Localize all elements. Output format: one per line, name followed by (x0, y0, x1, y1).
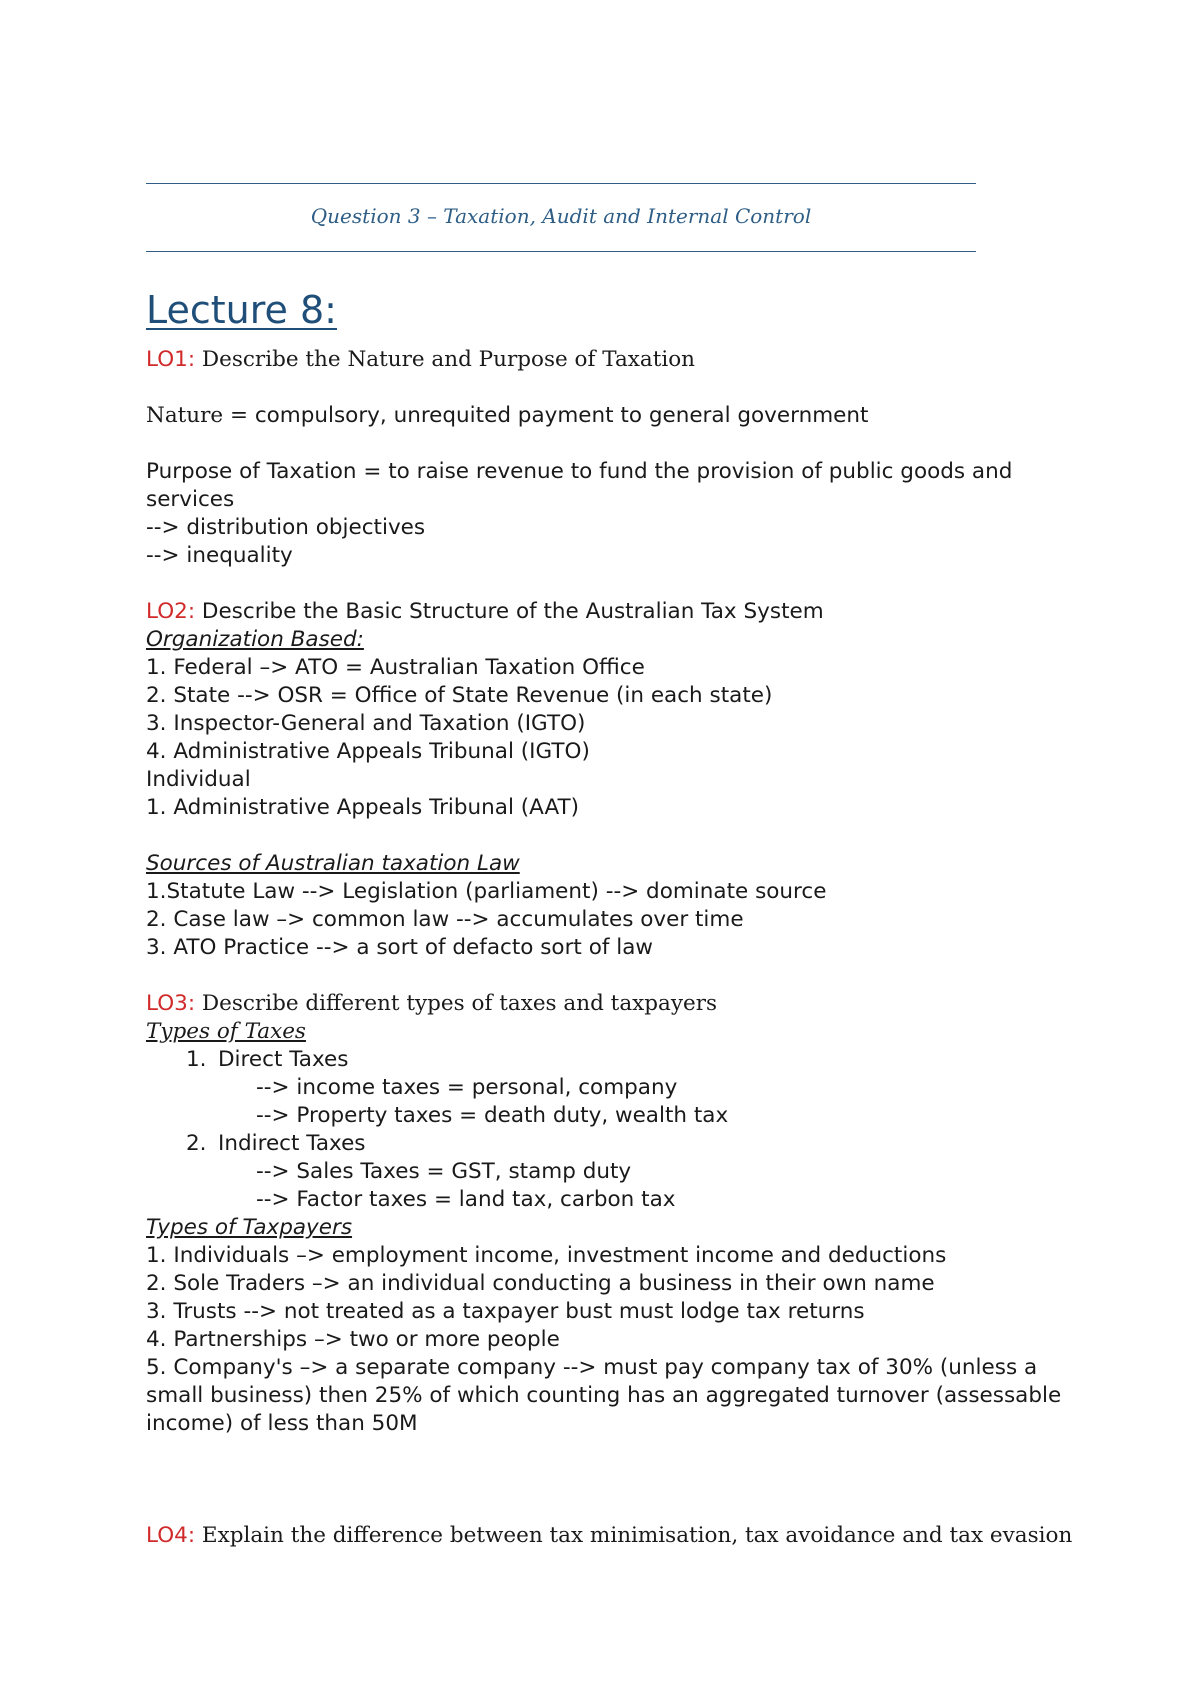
lo3-heading (146, 990, 1066, 1018)
sources-heading: Sources of Australian taxation Law (146, 851, 520, 876)
taxpayer-item: 4. Partnerships –> two or more people (146, 1327, 560, 1352)
page-header-title: Question 3 – Taxation, Audit and Internal Control (310, 204, 812, 228)
taxpayer-item: 2. Sole Traders –> an individual conducting a business in their own name (146, 1271, 935, 1296)
lo2-heading (146, 598, 1066, 626)
org-item: 2. State --> OSR = Office of State Revenue (in each state) (146, 683, 773, 708)
lo1-nature (146, 402, 1066, 430)
taxpayer-item: 1. Individuals –> employment income, investment income and deductions (146, 1243, 947, 1268)
source-item: 2. Case law –> common law --> accumulates over time (146, 907, 744, 932)
header-rule-top (146, 183, 976, 184)
types-of-taxes-heading: Types of Taxes (146, 1019, 306, 1044)
taxpayer-item: 5. Company's –> a separate company --> must pay company tax of 30% (unless a small business) then 25% of which counting has an aggregated turnover (assessable income) of less than 50M (146, 1355, 1062, 1436)
tax-type-sub: --> Sales Taxes = GST, stamp duty (256, 1159, 632, 1184)
lo2-label: LO2: (146, 599, 196, 624)
types-of-taxpayers-heading: Types of Taxpayers (146, 1215, 353, 1240)
tax-type-name: Direct Taxes (218, 1047, 349, 1072)
lo1-bullet: --> distribution objectives (146, 515, 426, 540)
taxpayer-item: 3. Trusts --> not treated as a taxpayer bust must lodge tax returns (146, 1299, 865, 1324)
org-item: 4. Administrative Appeals Tribunal (IGTO) (146, 739, 590, 764)
nature-text: compulsory, unrequited payment to general government (254, 403, 869, 428)
lo4-text: Explain the difference between tax minimisation, tax avoidance and tax evasion (195, 1523, 1073, 1548)
org-item: 3. Inspector-General and Taxation (IGTO) (146, 711, 586, 736)
lo4-label: LO4: (146, 1523, 196, 1548)
tax-type-item (146, 1130, 1066, 1158)
tax-type-number: 1. (186, 1047, 207, 1072)
lecture-heading: Lecture 8: (146, 288, 337, 332)
tax-type-item (146, 1046, 1066, 1074)
nature-label: Nature = (146, 403, 255, 428)
header-rule-bottom (146, 251, 976, 252)
tax-type-number: 2. (186, 1131, 207, 1156)
lo3-label: LO3: (146, 991, 196, 1016)
lo3-text: Describe different types of taxes and taxpayers (195, 991, 718, 1016)
tax-type-name: Indirect Taxes (218, 1131, 366, 1156)
tax-type-sub: --> Property taxes = death duty, wealth tax (256, 1103, 729, 1128)
org-item: 1. Federal –> ATO = Australian Taxation Office (146, 655, 645, 680)
lo4-heading (146, 1522, 1073, 1550)
individual-item: 1. Administrative Appeals Tribunal (AAT) (146, 795, 580, 820)
tax-type-sub: --> Factor taxes = land tax, carbon tax (256, 1187, 676, 1212)
individual-heading: Individual (146, 767, 251, 792)
lo1-label: LO1: (146, 347, 196, 372)
lo1-purpose: Purpose of Taxation = to raise revenue to fund the provision of public goods and services (146, 459, 1013, 512)
source-item: 3. ATO Practice --> a sort of defacto sort of law (146, 935, 653, 960)
lo2-text: Describe the Basic Structure of the Australian Tax System (195, 599, 824, 624)
tax-type-sub: --> income taxes = personal, company (256, 1075, 678, 1100)
lo1-text: Describe the Nature and Purpose of Taxation (195, 347, 696, 372)
lo1-bullet: --> inequality (146, 543, 293, 568)
org-based-heading: Organization Based: (146, 627, 364, 652)
source-item: 1.Statute Law --> Legislation (parliament) --> dominate source (146, 879, 827, 904)
document-body (146, 346, 1073, 1550)
lo1-heading (146, 346, 1066, 374)
